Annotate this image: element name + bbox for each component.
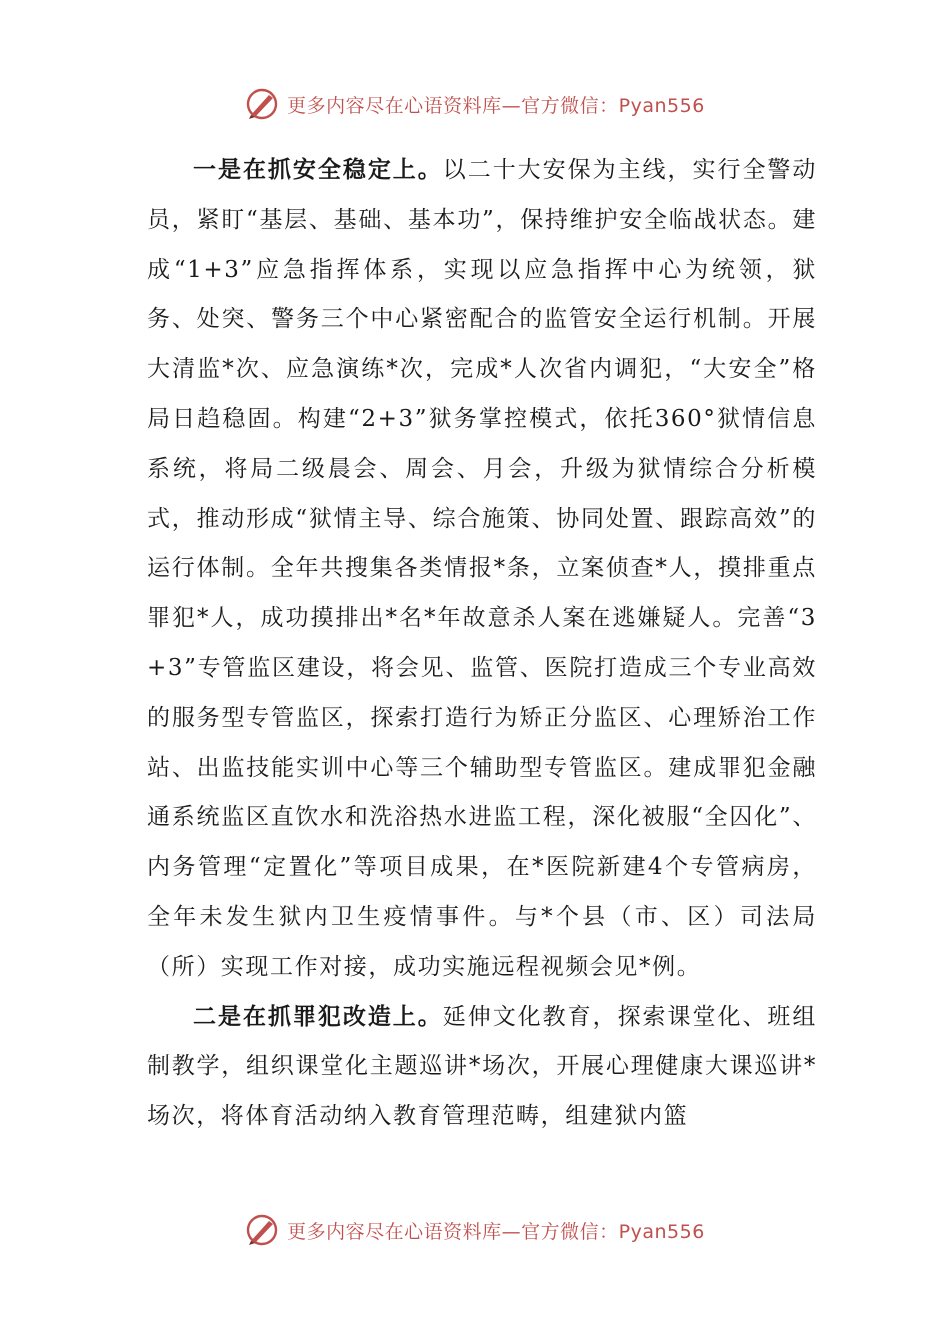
watermark-text: 更多内容尽在心语资料库—官方微信：Pyan556 — [287, 1220, 705, 1243]
document-body — [147, 146, 817, 1142]
paragraph-lead: 一是在抓安全稳定上。 — [193, 157, 443, 183]
paragraph-body: 以二十大安保为主线，实行全警动员，紧盯“基层、基础、基本功”，保持维护安全临战状态。建成“1+3”应急指挥体系，实现以应急指挥中心为统领，狱务、处突、警务三个中心紧密配合的监管安全运行机制。开展大清监*次、应急演练*次，完成*人次省内调犯，“大安全”格局日趋稳固。构建“2+3”狱务掌控模式，依托360°狱情信息系统，将局二级晨会、周会、月会，升级为狱情综合分析模式，推动形成“狱情主导、综合施策、协同处置、跟踪高效”的运行体制。全年共搜集各类情报*条，立案侦查*人，摸排重点罪犯*人，成功摸排出*名*年故意杀人案在逃嫌疑人。完善“3+3”专管监区建设，将会见、监管、医院打造成三个专业高效的服务型专管监区，探索打造行为矫正分监区、心理矫治工作站、出监技能实训中心等三个辅助型专管监区。建成罪犯金融通系统监区直饮水和洗浴热水进监工程，深化被服“全囚化”、内务管理“定置化”等项目成果，在*医院新建4个专管病房，全年未发生狱内卫生疫情事件。与*个县（市、区）司法局（所）实现工作对接，成功实施远程视频会见*例。 — [147, 157, 817, 980]
paragraph-safety — [147, 146, 817, 993]
header-watermark-banner — [0, 84, 950, 124]
watermark-text: 更多内容尽在心语资料库—官方微信：Pyan556 — [287, 94, 705, 117]
paragraph-lead: 二是在抓罪犯改造上。 — [193, 1003, 443, 1030]
paragraph-body: 延伸文化教育，探索课堂化、班组制教学，组织课堂化主题巡讲*场次，开展心理健康大课巡讲*场次，将体育活动纳入教育管理范畴，组建狱内篮 — [147, 1003, 817, 1130]
pen-circle-icon — [245, 87, 279, 121]
footer-watermark-banner — [0, 1210, 950, 1250]
pen-circle-icon — [245, 1213, 279, 1247]
paragraph-reform — [147, 993, 817, 1142]
